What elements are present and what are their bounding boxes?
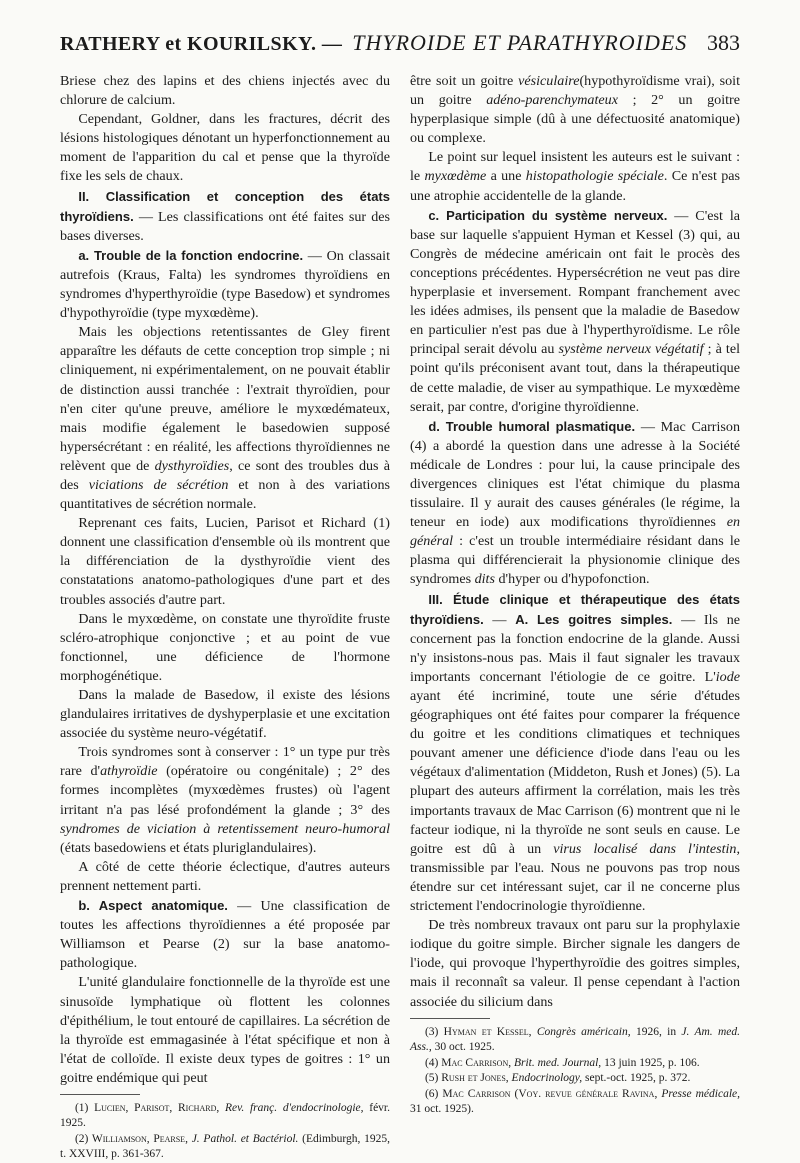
- section-iii: III. Étude clinique et thérapeutique des états thyroïdiens. — A. Les goitres simples. — Ils ne concernent pas la fonction endocrine de la glande. Aussi n'y insistons-nous pas. Mais il faut signaler les travaux importants concernant l'étiologie de ce goitre. L'iode ayant été incriminé, toute une série d'études géographiques ont été faites pour comparer la fréquence du goitre et les conditions climatiques et techniques pouvant amener une déficience d'iode dans l'eau ou les végétaux d'alimentation (Middeton, Rush et Jones) (5). La plupart des auteurs affirment la corrélation, mais les très importants travaux de Mac Carrison (6) montrent que ni le facteur iodique, ni la thyroïde ne sont seuls en cause. Le goitre est dû à un virus localisé dans l'intestin, transmissible par l'eau. Nous ne pouvons pas trop nous étendre sur cet intéressant sujet, car il ne concerne plus strictement l'endocrinologie thyroïdienne.: [410, 591, 740, 915]
- paragraph: être soit un goitre vésiculaire(hypothyroïdisme vrai), soit un goitre adéno-parenchymateux ; 2° un goitre hyperplasique simple (dû à une défectuosité anatomique) ou complexe.: [410, 73, 740, 147]
- right-column: [410, 72, 740, 1122]
- header-title: THYROIDE ET PARATHYROIDES: [352, 30, 688, 55]
- paragraph: Le point sur lequel insistent les auteurs est le suivant : le myxœdème a une histopathologie spéciale. Ce n'est pas une atrophie accidentelle de la glande.: [410, 149, 740, 204]
- section-title: III. Étude clinique et thérapeutique des états thyroïdiens.: [410, 591, 740, 627]
- paragraph: Briese chez des lapins et des chiens injectés avec du chlorure de calcium.: [60, 73, 390, 109]
- footnote-4: (4) Mac Carrison, Brit. med. Journal, 13 juin 1925, p. 106.: [424, 1056, 700, 1069]
- paragraph: Dans le myxœdème, on constate une thyroïdite fruste scléro-atrophique conjonctive ; et au point de vue fonctionnel, une déficience de l'hormone morphogénétique.: [60, 610, 390, 684]
- header-authors: RATHERY et KOURILSKY. —: [60, 33, 343, 55]
- paragraph: A côté de cette théorie éclectique, d'autres auteurs prennent nettement parti.: [60, 858, 390, 894]
- paragraph: De très nombreux travaux ont paru sur la prophylaxie iodique du goitre simple. Bircher signale les dangers de l'iode, qui provoque l'hyperthyroïdie des goitres simples, mais il reconnaît sa valeur. Il pense cependant à l'action associée du silicium dans: [410, 917, 740, 1010]
- footnote-3: (3) Hyman et Kessel, Congrès américain, 1926, in J. Am. med. Ass., 30 oct. 1925.: [410, 1025, 741, 1054]
- paragraph: Reprenant ces faits, Lucien, Parisot et Richard (1) donnent une classification d'ensemble où ils montrent que la différenciation de la dysthyroïdie vient des constatations anatomo-pathologiques d'une part et des troubles associés d'autre part.: [60, 515, 390, 608]
- page-number: 383: [707, 30, 740, 55]
- subsection-a: a. Trouble de la fonction endocrine. — On classait autrefois (Kraus, Falta) les syndromes thyroïdiens en syndromes d'hyperthyroïdie (type Basedow) et syndromes d'hypothyroïdie (type myxœdème).: [60, 247, 390, 322]
- footnote-2: (2) Williamson, Pearse, J. Pathol. et Bactériol. (Edimburgh, 1925, t. XXVIII, p. 361-367.: [60, 1132, 390, 1161]
- paragraph: Dans la malade de Basedow, il existe des lésions glandulaires irritatives de dyshyperplasie et une excitation associée du système neuro-végétatif.: [60, 687, 390, 742]
- subsection-title: a. Trouble de la fonction endocrine.: [78, 247, 304, 263]
- footnote-1: (1) Lucien, Parisot, Richard, Rev. franç. d'endocrinologie, févr. 1925.: [60, 1101, 391, 1130]
- footnote-rule: [60, 1094, 140, 1095]
- subsection-c: c. Participation du système nerveux. — C'est la base sur laquelle s'appuient Hyman et Kessel (3) qui, au Congrès de médecine américain ont fait le procès des conceptions précédentes. Hypersécrétion ne veut pas dire hyperplasie et inversement. Rompant franchement avec les idées admises, ils pensent que la maladie de Basedow en particulier n'est pas due à l'hyperthyroïdisme. Le rôle principal serait dévolu au système nerveux végétatif ; à tel point qu'ils préconisent avant tout, dans la thérapeutique de cette maladie, de viser au sympathique. Le myxœdème serait, par contre, d'origine thyroïdienne.: [410, 207, 740, 415]
- paragraph: Cependant, Goldner, dans les fractures, décrit des lésions histologiques dénotant un hyperfonctionnement au moment de l'apparition du cal et pense que la thyroïde fixe les sels de chaux.: [60, 111, 390, 185]
- subsection-d: d. Trouble humoral plasmatique. — Mac Carrison (4) a abordé la question dans une adresse à la Société médicale de Londres : pour lui, la cause principale des divergences cliniques est l'état chimique du plasma tissulaire. Il y aurait des causes générales (le régime, la teneur en iode) aux modifications thyroïdiennes en général : c'est un trouble intermédiaire résidant dans le plasma qui différencierait la physionomie clinique des syndromes dits d'hyper ou d'hypofonction.: [410, 418, 740, 588]
- section-title: II. Classification et conception des états thyroïdiens.: [60, 188, 390, 224]
- paragraph: Mais les objections retentissantes de Gley firent apparaître les défauts de cette conception trop simple ; ni cliniquement, ni expérimentalement, on ne pouvait établir de distinction aussi tranchée : l'extrait thyroïdien, pour n'en citer qu'une preuve, améliore le myxœdémateux, mais modifie également le basedowien supposé hypersécrétant : en réalité, les affections thyroïdiennes ne relèvent que de dysthyroïdies, ce sont des troubles dus à des viciations de sécrétion et non à des variations quantitatives de sécrétion normale.: [60, 324, 390, 513]
- subsection-b: b. Aspect anatomique. — Une classification de toutes les affections thyroïdiennes a été proposée par Williamson et Pearse (2) sur la base anatomo-pathologique.: [60, 898, 390, 972]
- running-header: [60, 30, 740, 70]
- paragraph: L'unité glandulaire fonctionnelle de la thyroïde est une sinusoïde lymphatique où flottent les colonnes d'épithélium, le tout entouré de capillaires. La sécrétion de la thyroïde est emmagasinée à l'état spécifique et non à l'état de colloïde. Il existe deux types de goitres : 1° un goitre endémique qui peut: [60, 974, 390, 1086]
- left-column: [60, 72, 391, 1161]
- footnote-5: (5) Rush et Jones, Endocrinology, sept.-oct. 1925, p. 372.: [424, 1072, 691, 1085]
- subsection-title: A. Les goitres simples.: [515, 611, 673, 627]
- subsection-title: c. Participation du système nerveux.: [428, 207, 668, 223]
- footnote-6: (6) Mac Carrison (Voy. revue générale Ravina, Presse médicale, 31 oct. 1925).: [410, 1087, 740, 1116]
- subsection-title: d. Trouble humoral plasmatique.: [428, 418, 636, 434]
- footnote-rule: [410, 1018, 490, 1019]
- subsection-title: b. Aspect anatomique.: [78, 898, 228, 914]
- paragraph: Trois syndromes sont à conserver : 1° un type pur très rare d'athyroïdie (opératoire ou congénitale) ; 2° des formes incomplètes (myxœdèmes frustes) où l'agent irritant n'a pas lésé profondément la glande ; 3° des syndromes de viciation à retentissement neuro-humoral (états basedowiens et états pluriglandulaires).: [60, 744, 390, 856]
- section-ii-heading: II. Classification et conception des états thyroïdiens. — Les classifications ont été faites sur des bases diverses.: [60, 188, 390, 244]
